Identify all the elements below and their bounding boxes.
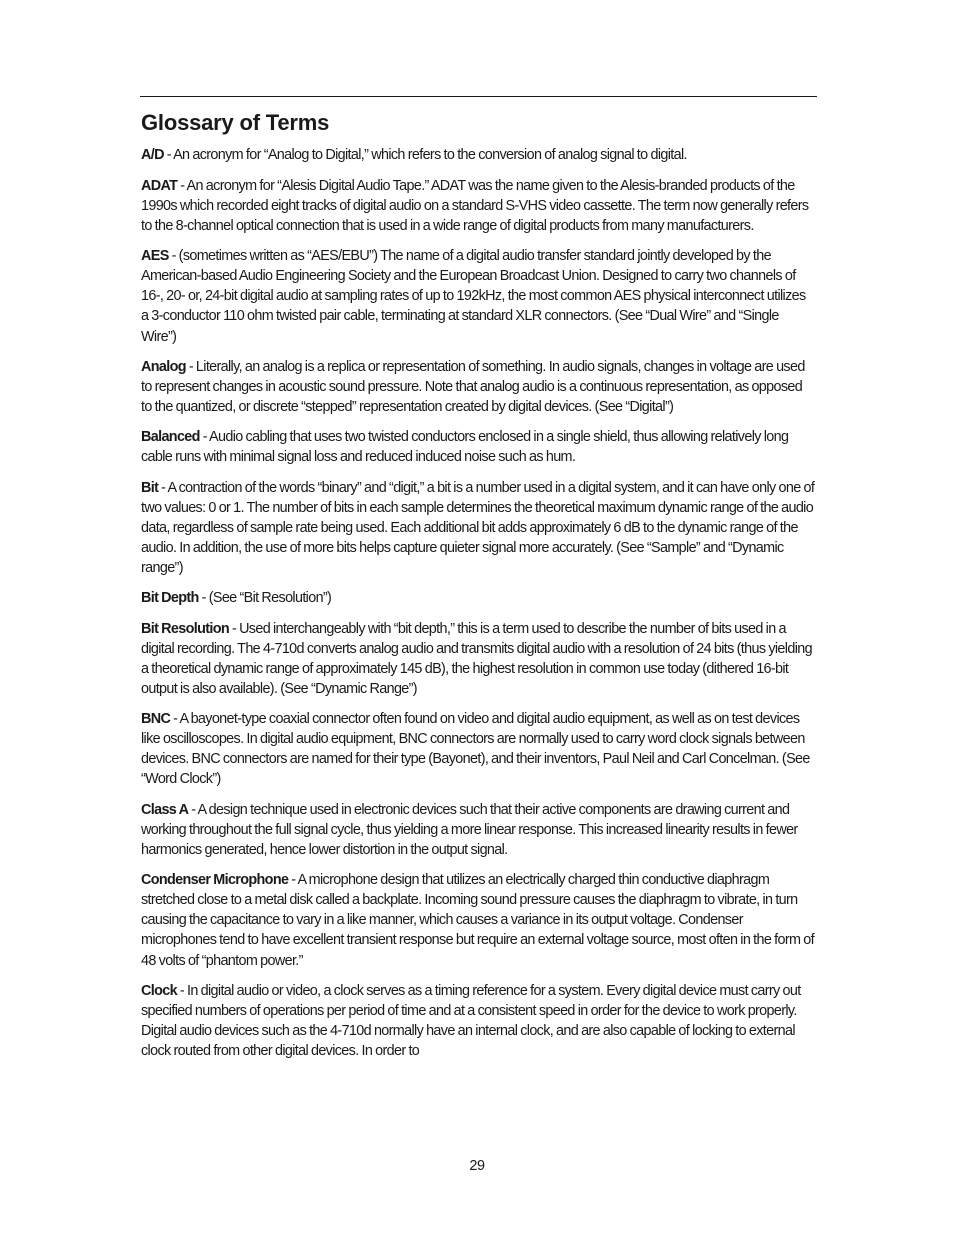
glossary-term: AES (141, 248, 169, 265)
glossary-entry-aes (141, 246, 815, 346)
glossary-term: Bit (141, 479, 159, 496)
glossary-entry-bit-resolution (141, 619, 815, 699)
page-title: Glossary of Terms (141, 110, 330, 135)
glossary-term: ADAT (141, 177, 178, 194)
glossary-term: Analog (141, 358, 186, 375)
glossary-entry-clock (141, 981, 815, 1061)
glossary-entry-balanced (141, 427, 815, 467)
glossary-definition: - A design technique used in electronic devices such that their active components are drawing current and working throughout the full signal cycle, thus yielding a more linear response. This increased linearity results in fewer harmonics generated, hence lower distortion in the output signal. (141, 801, 798, 858)
glossary-term: Clock (141, 982, 177, 999)
glossary-term: Class A (141, 801, 189, 818)
glossary-term: Condenser Microphone (141, 872, 289, 889)
glossary-term: Bit Depth (141, 590, 199, 607)
glossary-definition: - In digital audio or video, a clock serves as a timing reference for a system. Every digital device must carry out specified numbers of operations per period of time and at a consistent speed in order for the device to work properly. Digital audio devices such as the 4-710d normally have an internal clock, and are also capable of locking to external clock routed from other digital devices. In order to (141, 982, 801, 1060)
glossary-entry-analog (141, 357, 815, 417)
glossary-content (141, 110, 815, 1071)
glossary-term: BNC (141, 711, 171, 728)
glossary-definition: - A contraction of the words “binary” and “digit,” a bit is a number used in a digital system, and it can have only one of two values: 0 or 1. The number of bits in each sample determines the theoretical maximum dynamic range of the audio data, regardless of sample rate being used. Each additional bit adds approximately 6 dB to the dynamic range of the audio. In addition, the use of more bits helps capture quieter signal more accurately. (See “Sample” and “Dynamic range”) (141, 479, 815, 577)
glossary-definition: - A microphone design that utilizes an electrically charged thin conductive diaphragm stretched close to a metal disk called a backplate. Incoming sound pressure causes the diaphragm to vibrate, in turn causing the capacitance to vary in a like manner, which causes a variance in its output voltage. Condenser microphones tend to have excellent transient response but require an external voltage source, most often in the form of 48 volts of “phantom power.” (141, 872, 814, 969)
glossary-entry-condenser-microphone (141, 870, 815, 970)
glossary-term: Balanced (141, 429, 200, 446)
glossary-term: A/D (141, 147, 164, 164)
glossary-definition: - (sometimes written as “AES/EBU”) The name of a digital audio transfer standard jointly developed by the American-based Audio Engineering Society and the European Broadcast Union. Designed to carry two channels of 16-, 20- or, 24-bit digital audio at sampling rates of up to 192kHz, the most common AES physical interconnect utilizes a 3-conductor 110 ohm twisted pair cable, terminating at standard XLR connectors. (See “Dual Wire” and “Single Wire”) (141, 248, 806, 345)
glossary-definition: - Audio cabling that uses two twisted conductors enclosed in a single shield, thus allowing relatively long cable runs with minimal signal loss and reduced induced noise such as hum. (141, 429, 789, 466)
glossary-definition: - An acronym for “Alesis Digital Audio Tape.” ADAT was the name given to the Alesis-branded products of the 1990s which recorded eight tracks of digital audio on a standard S-VHS video cassette. The term now generally refers to the 8-channel optical connection that is used in a wide range of digital products from many manufacturers. (141, 177, 809, 234)
page-number: 29 (469, 1158, 485, 1174)
glossary-definition: - Literally, an analog is a replica or representation of something. In audio signals, changes in voltage are used to represent changes in acoustic sound pressure. Note that analog audio is a continuous representation, as opposed to the quantized, or discrete “stepped” representation created by digital devices. (See “Digital”) (141, 358, 805, 415)
glossary-entry-ad (141, 145, 815, 165)
glossary-entry-bnc (141, 709, 815, 789)
glossary-definition: - Used interchangeably with “bit depth,” this is a term used to describe the number of bits used in a digital recording. The 4-710d converts analog audio and transmits digital audio with a resolution of 24 bits (thus yielding a theoretical dynamic range of approximately 145 dB), the highest resolution in common use today (dithered 16-bit output is also available). (See “Dynamic Range”) (141, 620, 812, 697)
glossary-entry-bit-depth (141, 588, 815, 608)
glossary-entry-class-a (141, 800, 815, 860)
glossary-term: Bit Resolution (141, 620, 230, 637)
glossary-definition: - An acronym for “Analog to Digital,” which refers to the conversion of analog signal to digital. (163, 147, 687, 164)
glossary-definition: - A bayonet-type coaxial connector often found on video and digital audio equipment, as well as on test devices like oscilloscopes. In digital audio equipment, BNC connectors are normally used to carry word clock signals between devices. BNC connectors are named for their type (Bayonet), and their inventors, Paul Neil and Carl Concelman. (See “Word Clock”) (141, 711, 810, 788)
glossary-entry-adat (141, 176, 815, 236)
glossary-definition: - (See “Bit Resolution”) (198, 590, 332, 607)
glossary-entry-bit (141, 478, 815, 578)
header-rule (140, 96, 817, 97)
